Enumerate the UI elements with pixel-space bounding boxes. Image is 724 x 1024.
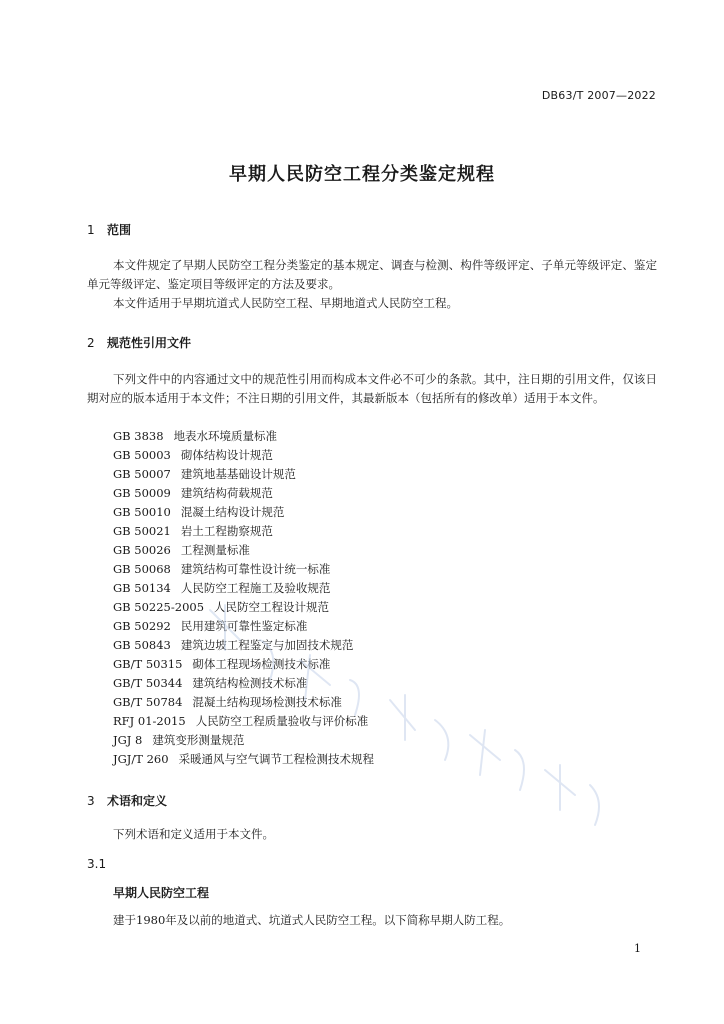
reference-item [113,503,374,522]
reference-name: 建筑结构可靠性设计统一标准 [180,562,331,576]
reference-item [113,712,374,731]
section-1-heading [87,221,131,238]
reference-name: 建筑地基基础设计规范 [180,467,296,481]
reference-item [113,446,374,465]
scope-paragraph-2: 本文件适用于早期坑道式人民防空工程、早期地道式人民防空工程。 [113,296,458,310]
terms-intro: 下列术语和定义适用于本文件。 [113,827,274,841]
reference-item [113,598,374,617]
reference-item [113,522,374,541]
reference-item [113,617,374,636]
scope-paragraph-1: 本文件规定了早期人民防空工程分类鉴定的基本规定、调查与检测、构件等级评定、子单元等级评定、鉴定单元等级评定、鉴定项目等级评定的方法及要求。 [87,258,657,291]
reference-code: RFJ 01-2015 [113,714,186,728]
reference-item [113,579,374,598]
reference-code: GB 50021 [113,524,171,538]
section-2-heading [87,334,191,351]
reference-name: 混凝土结构设计规范 [180,505,285,519]
reference-code: GB 3838 [113,429,164,443]
reference-code: JGJ/T 260 [113,752,169,766]
reference-name: 建筑结构荷载规范 [180,486,273,500]
section-number: 2 [87,336,95,350]
reference-list [113,427,374,769]
reference-name: 建筑边坡工程鉴定与加固技术规范 [180,638,354,652]
reference-item [113,465,374,484]
reference-item [113,674,374,693]
reference-name: 岩土工程勘察规范 [180,524,273,538]
reference-name: 民用建筑可靠性鉴定标准 [180,619,308,633]
reference-name: 混凝土结构现场检测技术标准 [192,695,342,709]
term-number: 3.1 [87,857,107,871]
reference-name: 人民防空工程施工及验收规范 [180,581,331,595]
reference-item [113,636,374,655]
section-3-heading [87,792,167,809]
reference-code: GB 50026 [113,543,171,557]
page-number: 1 [634,942,641,955]
reference-code: GB 50134 [113,581,171,595]
reference-item [113,750,374,769]
reference-code: GB/T 50315 [113,657,183,671]
reference-name: 地表水环境质量标准 [173,429,278,443]
document-title: 早期人民防空工程分类鉴定规程 [229,164,495,185]
reference-name: 建筑变形测量规范 [152,733,245,747]
reference-name: 采暖通风与空气调节工程检测技术规程 [178,752,375,766]
term-definition: 建于1980年及以前的地道式、坑道式人民防空工程。以下简称早期人防工程。 [113,913,511,927]
reference-item [113,541,374,560]
reference-code: JGJ 8 [113,733,143,747]
reference-code: GB 50007 [113,467,171,481]
reference-code: GB 50292 [113,619,171,633]
reference-code: GB/T 50784 [113,695,183,709]
reference-item [113,731,374,750]
reference-name: 工程测量标准 [180,543,250,557]
reference-code: GB 50843 [113,638,171,652]
reference-code: GB 50003 [113,448,171,462]
section-title: 范围 [107,223,132,237]
reference-item [113,655,374,674]
term-name: 早期人民防空工程 [113,886,210,900]
reference-code: GB 50068 [113,562,171,576]
section-number: 3 [87,794,95,808]
reference-item [113,560,374,579]
reference-name: 人民防空工程设计规范 [214,600,330,614]
section-number: 1 [87,223,95,237]
reference-name: 砌体结构设计规范 [180,448,273,462]
reference-item [113,693,374,712]
reference-name: 建筑结构检测技术标准 [192,676,308,690]
reference-item [113,484,374,503]
reference-code: GB 50225-2005 [113,600,205,614]
reference-item [113,427,374,446]
reference-code: GB 50009 [113,486,171,500]
standard-code: DB63/T 2007—2022 [541,89,656,102]
reference-name: 人民防空工程质量验收与评价标准 [195,714,369,728]
references-intro: 下列文件中的内容通过文中的规范性引用而构成本文件必不可少的条款。其中，注日期的引用文件，仅该日期对应的版本适用于本文件；不注日期的引用文件，其最新版本（包括所有的修改单）适用于本文件。 [87,372,657,405]
section-title: 规范性引用文件 [107,336,192,350]
section-title: 术语和定义 [107,794,168,808]
reference-code: GB/T 50344 [113,676,183,690]
reference-name: 砌体工程现场检测技术标准 [192,657,331,671]
reference-code: GB 50010 [113,505,171,519]
